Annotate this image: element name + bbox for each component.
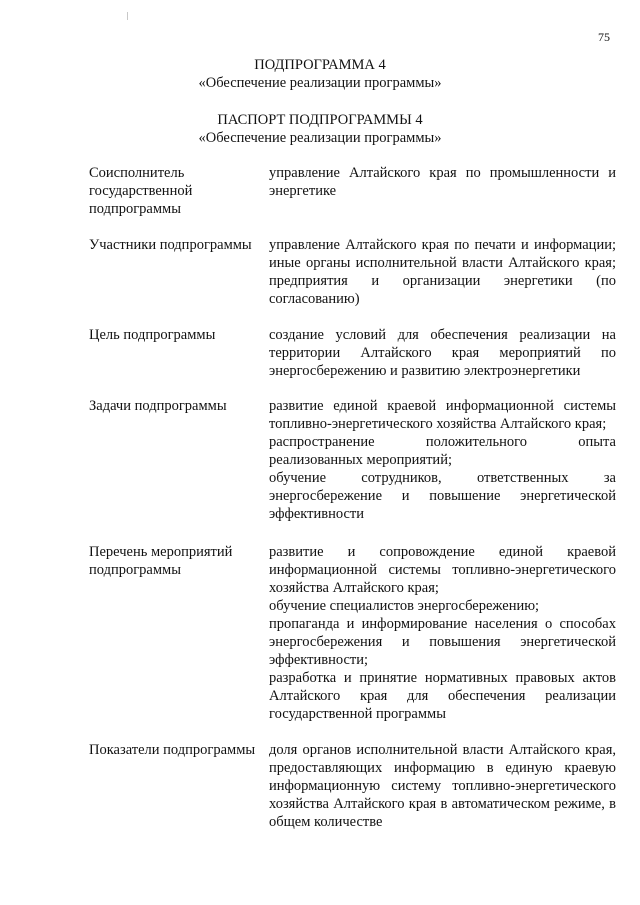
row-value — [269, 236, 616, 308]
row-label: Показатели подпрограммы — [89, 742, 256, 758]
row-paragraph: управление Алтайского края по печати и информации; иные органы исполнительной власти Алтайского края; предприятия и организации энергетики (по согласованию) — [269, 237, 616, 307]
page-number: 75 — [598, 30, 610, 44]
passport-title: ПАСПОРТ ПОДПРОГРАММЫ 4 — [217, 112, 423, 128]
row-label: Соисполнитель государственной подпрограммы — [89, 165, 193, 217]
row-value — [269, 397, 616, 523]
passport-heading — [0, 111, 640, 147]
row-paragraph: пропаганда и информирование населения о способах энергосбережения и повышения энергетической эффективности; — [269, 616, 616, 668]
row-paragraph: создание условий для обеспечения реализации на территории Алтайского края мероприятий по энергосбережению и развитию электроэнергетики — [269, 327, 616, 379]
passport-table — [89, 164, 616, 849]
row-paragraph: распространение положительного опыта реализованных мероприятий; — [269, 434, 616, 468]
row-label: Перечень мероприятий подпрограммы — [89, 544, 233, 578]
row-paragraph: управление Алтайского края по промышленности и энергетике — [269, 165, 616, 199]
row-paragraph: доля органов исполнительной власти Алтайского края, предоставляющих информацию в единую краевую информационную систему топливно-энергетического хозяйства Алтайского края в автоматическом режиме, в общем количестве — [269, 742, 616, 830]
row-paragraph: обучение специалистов энергосбережению; — [269, 598, 540, 614]
passport-subtitle: «Обеспечение реализации программы» — [198, 130, 442, 146]
row-label: Задачи подпрограммы — [89, 398, 227, 414]
row-paragraph: разработка и принятие нормативных правовых актов Алтайского края для обеспечения реализации государственной программы — [269, 670, 616, 722]
row-value — [269, 164, 616, 218]
subprogram-subtitle: «Обеспечение реализации программы» — [198, 75, 442, 91]
passport-row-activities — [89, 543, 616, 723]
row-value — [269, 326, 616, 380]
row-value — [269, 543, 616, 723]
row-value — [269, 741, 616, 831]
passport-row-participants — [89, 236, 616, 308]
row-paragraph: развитие и сопровождение единой краевой информационной системы топливно-энергетического хозяйства Алтайского края; — [269, 544, 616, 596]
row-paragraph: обучение сотрудников, ответственных за энергосбережение и повышение энергетической эффективности — [269, 470, 616, 522]
passport-row-co-executor — [89, 164, 616, 218]
subprogram-heading — [0, 56, 640, 92]
row-paragraph: развитие единой краевой информационной системы топливно-энергетического хозяйства Алтайского края; — [269, 398, 616, 432]
passport-row-goal — [89, 326, 616, 380]
passport-row-tasks — [89, 397, 616, 523]
subprogram-title: ПОДПРОГРАММА 4 — [254, 57, 386, 73]
row-label: Участники подпрограммы — [89, 237, 252, 253]
passport-row-indicators — [89, 741, 616, 831]
row-label: Цель подпрограммы — [89, 327, 216, 343]
scan-mark — [127, 12, 128, 20]
